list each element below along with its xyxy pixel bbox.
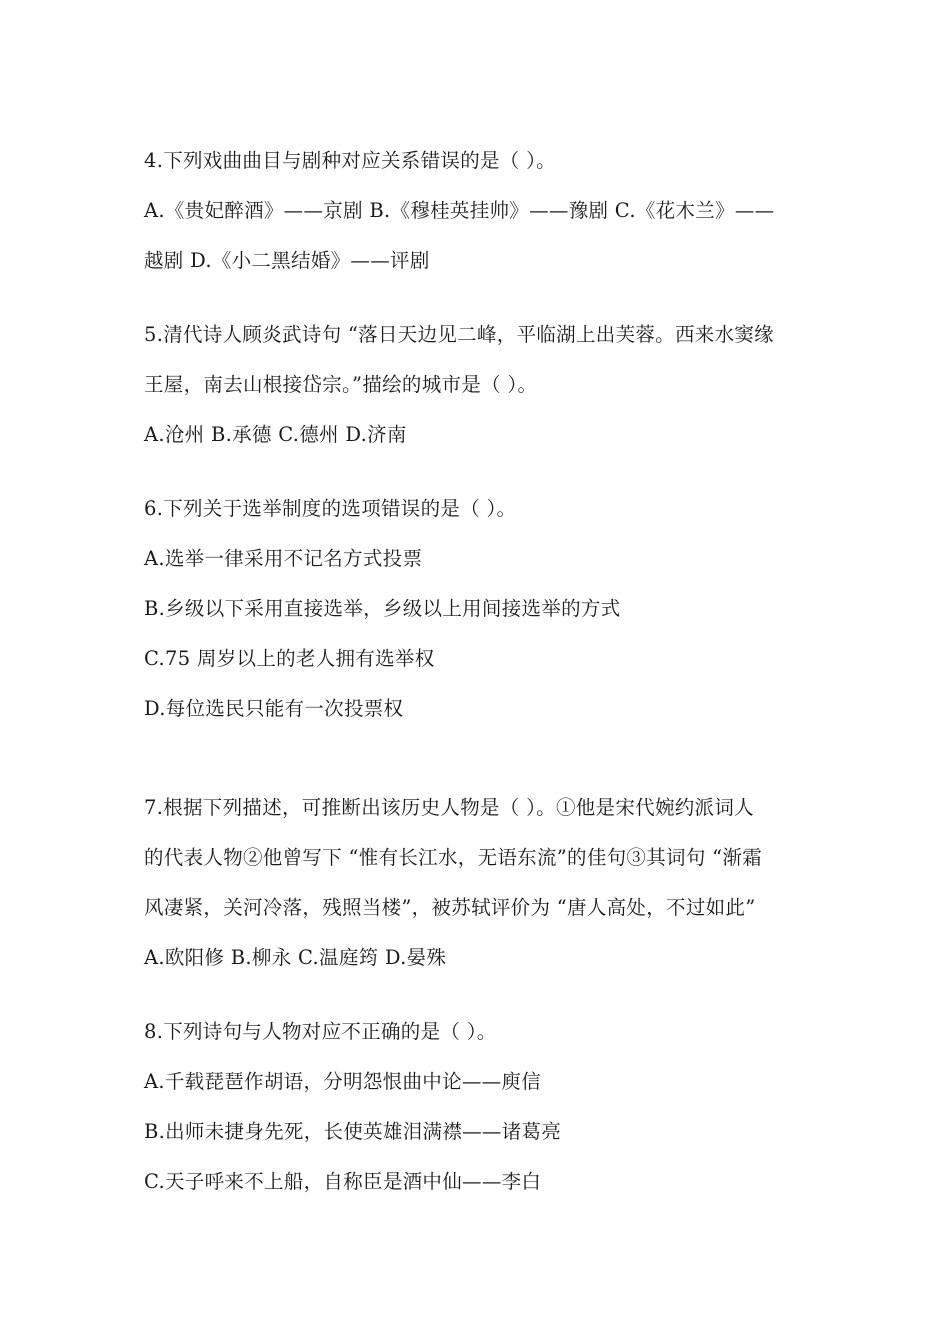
question-6-option-c: C.75 周岁以上的老人拥有选举权 (144, 647, 435, 670)
question-6-option-d: D.每位选民只能有一次投票权 (144, 697, 404, 720)
question-4-options-line-2: 越剧 D.《小二黑结婚》——评剧 (144, 249, 430, 272)
question-4-stem: 4.下列戏曲曲目与剧种对应关系错误的是（ ）。 (144, 149, 556, 172)
question-8-option-a: A.千载琵琶作胡语，分明怨恨曲中论——庾信 (144, 1070, 542, 1093)
question-8-option-c: C.天子呼来不上船，自称臣是酒中仙——李白 (144, 1170, 542, 1193)
question-8-option-b: B.出师未捷身先死，长使英雄泪满襟——诸葛亮 (144, 1120, 562, 1143)
question-5-stem-line-1: 5.清代诗人顾炎武诗句 “落日天边见二峰，平临湖上出芙蓉。西来水窦缘 (144, 323, 774, 346)
question-8-stem: 8.下列诗句与人物对应不正确的是（ ）。 (144, 1020, 497, 1043)
question-5-stem-line-2: 王屋，南去山根接岱宗。”描绘的城市是（ ）。 (144, 373, 538, 396)
question-6-option-a: A.选举一律采用不记名方式投票 (144, 547, 423, 570)
question-4-options-line-1: A.《贵妃醉酒》——京剧 B.《穆桂英挂帅》——豫剧 C.《花木兰》—— (144, 199, 775, 222)
question-5-options: A.沧州 B.承德 C.德州 D.济南 (144, 423, 407, 446)
question-7-stem-line-3: 风凄紧，关河冷落，残照当楼”，被苏轼评价为 “唐人高处，不过如此” (144, 896, 756, 919)
question-7-stem-line-1: 7.根据下列描述，可推断出该历史人物是（ ）。①他是宋代婉约派词人 (144, 796, 754, 819)
question-7-stem-line-2: 的代表人物②他曾写下 “惟有长江水，无语东流”的佳句③其词句 “渐霜 (144, 846, 763, 869)
question-7-options: A.欧阳修 B.柳永 C.温庭筠 D.晏殊 (144, 946, 447, 969)
question-6-option-b: B.乡级以下采用直接选举，乡级以上用间接选举的方式 (144, 597, 621, 620)
question-6-stem: 6.下列关于选举制度的选项错误的是（ ）。 (144, 497, 517, 520)
